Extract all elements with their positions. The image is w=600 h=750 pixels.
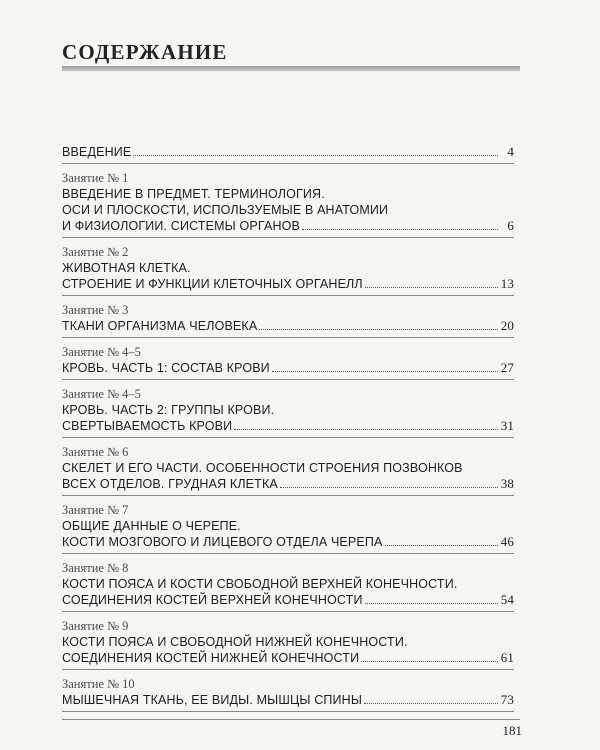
toc-entry[interactable] [62,344,514,380]
toc-entry-title-line: СКЕЛЕТ И ЕГО ЧАСТИ. ОСОБЕННОСТИ СТРОЕНИЯ ПОЗВОНКОВ [62,461,463,475]
toc-page-number: 38 [500,476,514,491]
toc-entry-row [62,318,514,334]
toc-lesson-label: Занятие № 6 [62,445,129,459]
toc-separator [62,495,514,496]
toc-entry-title-line: СОЕДИНЕНИЯ КОСТЕЙ НИЖНЕЙ КОНЕЧНОСТИ [62,651,360,665]
toc-lesson-label: Занятие № 4–5 [62,387,141,401]
table-of-contents [62,144,514,712]
toc-lesson-label: Занятие № 7 [62,503,129,517]
toc-page-number: 54 [500,592,514,607]
dot-leader [361,660,498,662]
toc-lesson-label: Занятие № 1 [62,171,129,185]
toc-entry-title-line: И ФИЗИОЛОГИИ. СИСТЕМЫ ОРГАНОВ [62,219,300,233]
toc-entry[interactable] [62,170,514,238]
toc-separator [62,611,514,612]
toc-separator [62,337,514,338]
toc-separator [62,295,514,296]
toc-entry-row [62,360,514,376]
dot-leader [133,154,498,156]
dot-leader [280,486,498,488]
toc-separator [62,437,514,438]
toc-entry[interactable] [62,560,514,612]
toc-entry-row [62,476,514,492]
toc-lesson-label: Занятие № 9 [62,619,129,633]
toc-entry-title-line: ВСЕХ ОТДЕЛОВ. ГРУДНАЯ КЛЕТКА [62,477,278,491]
toc-lesson-label: Занятие № 3 [62,303,129,317]
toc-entry[interactable] [62,444,514,496]
toc-page-number: 61 [500,650,514,665]
toc-entry-row [62,418,514,434]
toc-entry-title-line: СВЕРТЫВАЕМОСТЬ КРОВИ [62,419,233,433]
toc-entry-row [62,276,514,292]
footer-rule [62,719,520,720]
toc-page-number: 4 [507,144,514,159]
dot-leader [385,544,498,546]
toc-entry-row [62,650,514,666]
toc-page-number: 46 [500,534,514,549]
toc-lesson-label: Занятие № 8 [62,561,129,575]
toc-entry-title-line: КОСТИ ПОЯСА И КОСТИ СВОБОДНОЙ ВЕРХНЕЙ КОНЕЧНОСТИ. [62,577,458,591]
toc-separator [62,379,514,380]
toc-entry-row [62,592,514,608]
toc-entry[interactable] [62,144,514,164]
toc-entry-title-line: ОСИ И ПЛОСКОСТИ, ИСПОЛЬЗУЕМЫЕ В АНАТОМИИ [62,203,389,217]
toc-entry-title-line: СОЕДИНЕНИЯ КОСТЕЙ ВЕРХНЕЙ КОНЕЧНОСТИ [62,593,363,607]
toc-entry-title-line: КОСТИ МОЗГОВОГО И ЛИЦЕВОГО ОТДЕЛА ЧЕРЕПА [62,535,383,549]
toc-lesson-label: Занятие № 4–5 [62,345,141,359]
toc-separator [62,553,514,554]
toc-entry-title-line: СТРОЕНИЕ И ФУНКЦИИ КЛЕТОЧНЫХ ОРГАНЕЛЛ [62,277,363,291]
toc-entry-title-line: ТКАНИ ОРГАНИЗМА ЧЕЛОВЕКА [62,319,258,333]
toc-entry-title-line: ВВЕДЕНИЕ [62,145,132,159]
dot-leader [302,228,498,230]
toc-page-number: 13 [500,276,514,291]
dot-leader [234,428,498,430]
toc-entry-title-line: КРОВЬ. ЧАСТЬ 1: СОСТАВ КРОВИ [62,361,270,375]
toc-entry-title-line: ОБЩИЕ ДАННЫЕ О ЧЕРЕПЕ. [62,519,241,533]
page-number: 181 [502,723,522,738]
toc-page-number: 73 [500,692,514,707]
dot-leader [259,328,498,330]
toc-entry-row [62,144,514,160]
toc-page-number: 27 [500,360,514,375]
toc-entry[interactable] [62,386,514,438]
toc-entry-row [62,218,514,234]
page-title: СОДЕРЖАНИЕ [62,40,228,64]
toc-entry-title-line: ВВЕДЕНИЕ В ПРЕДМЕТ. ТЕРМИНОЛОГИЯ. [62,187,325,201]
toc-page-number: 31 [500,418,514,433]
toc-page-number: 6 [507,218,514,233]
toc-entry[interactable] [62,618,514,670]
toc-entry-title-line: ЖИВОТНАЯ КЛЕТКА. [62,261,191,275]
toc-lesson-label: Занятие № 10 [62,677,135,691]
dot-leader [364,702,498,704]
dot-leader [365,602,498,604]
toc-entry[interactable] [62,302,514,338]
title-underline [62,66,520,71]
toc-separator [62,237,514,238]
toc-entry[interactable] [62,502,514,554]
toc-entry-title-line: КОСТИ ПОЯСА И СВОБОДНОЙ НИЖНЕЙ КОНЕЧНОСТИ. [62,635,408,649]
dot-leader [272,370,498,372]
toc-lesson-label: Занятие № 2 [62,245,129,259]
toc-page-number: 20 [500,318,514,333]
toc-separator [62,669,514,670]
toc-entry[interactable] [62,676,514,712]
dot-leader [365,286,498,288]
toc-separator [62,711,514,712]
toc-entry-row [62,534,514,550]
toc-separator [62,163,514,164]
toc-entry[interactable] [62,244,514,296]
toc-entry-title-line: МЫШЕЧНАЯ ТКАНЬ, ЕЕ ВИДЫ. МЫШЦЫ СПИНЫ [62,693,363,707]
toc-entry-row [62,692,514,708]
toc-entry-title-line: КРОВЬ. ЧАСТЬ 2: ГРУППЫ КРОВИ. [62,403,275,417]
